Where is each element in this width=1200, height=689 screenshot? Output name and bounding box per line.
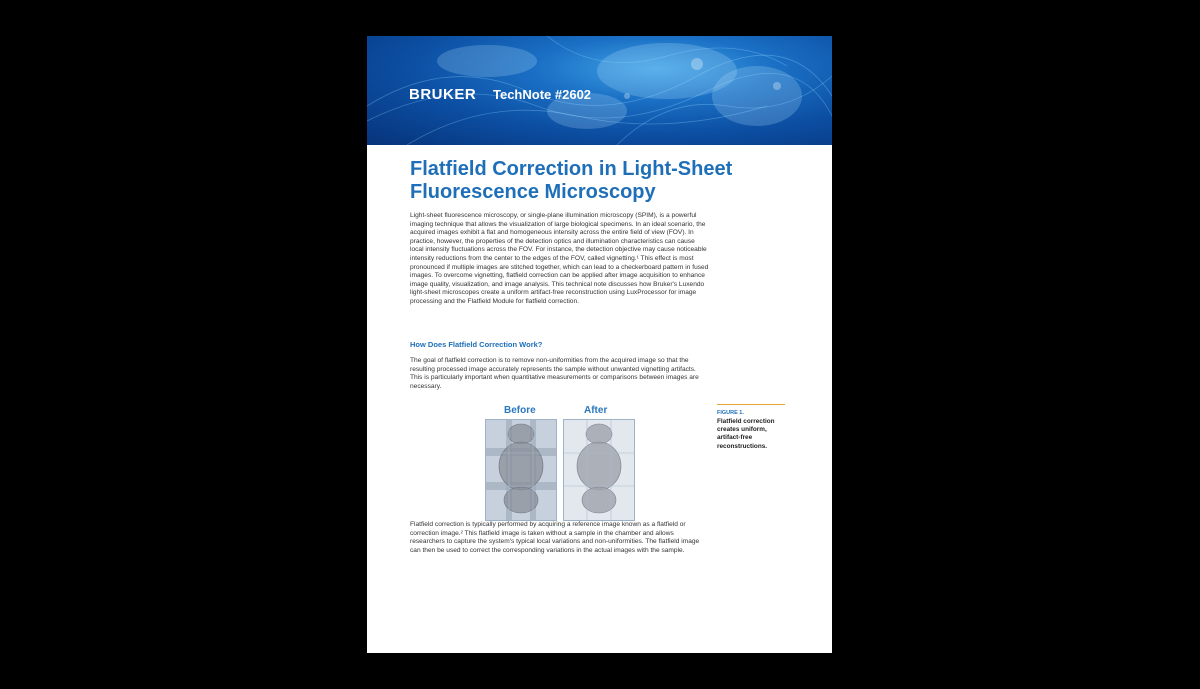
body-paragraph-goal: The goal of flatfield correction is to remove non-uniformities from the acquired image so that the resulting processed image accurately represents the sample without unwanted vignetting artifacts. This is particularly important when quantitative measurements or comparisons between images are necessary.	[410, 357, 699, 390]
figure-before-label: Before	[504, 405, 536, 416]
body-paragraph-reference: Flatfield correction is typically performed by acquiring a reference image known as a flatfield or correction image.² This flatfield image is taken without a sample in the chamber and allows researchers to capture the system's typical local variations and non-uniformities. The flatfield image can then be used to correct the corresponding variations in the actual images with the sample.	[410, 521, 700, 554]
document-title: Flatfield Correction in Light-Sheet Fluorescence Microscopy	[410, 158, 733, 203]
figure-after-label: After	[584, 405, 608, 416]
document-page	[367, 36, 832, 653]
technote-number: TechNote #2602	[493, 87, 592, 102]
section-heading: How Does Flatfield Correction Work?	[410, 340, 543, 349]
figure-caption-text: Flatfield correction creates uniform, artifact-free reconstructions.	[717, 418, 775, 450]
figure-caption-label: FIGURE 1.	[717, 410, 744, 416]
bruker-logo: BRUKER	[409, 86, 477, 103]
header-banner	[367, 36, 832, 145]
caption-divider	[717, 404, 785, 405]
figure-before-image	[485, 419, 557, 521]
intro-paragraph: Light-sheet fluorescence microscopy, or single-plane illumination microscopy (SPIM), is a powerful imaging technique that allows the visualization of large biological specimens. In an ideal scenario, the acquired images exhibit a flat and homogeneous intensity across the entire field of view (FOV). In practice, however, the properties of the detection optics and illumination characteristics can cause local intensity fluctuations across the FOV. For instance, the detection objective may cause noticeable intensity reductions from the center to the edges of the FOV, called vignetting.¹ This effect is most pronounced if multiple images are stitched together, which can lead to a checkerboard pattern in fused images. To overcome vignetting, flatfield correction can be applied after image acquisition to enhance image quality, visualization, and image analysis. This technical note discusses how Bruker's Luxendo light-sheet microscopes create a uniform artifact-free reconstruction using LuxProcessor for image processing and the Flatfield Module for flatfield correction.	[410, 212, 709, 305]
figure-after-image	[563, 419, 635, 521]
